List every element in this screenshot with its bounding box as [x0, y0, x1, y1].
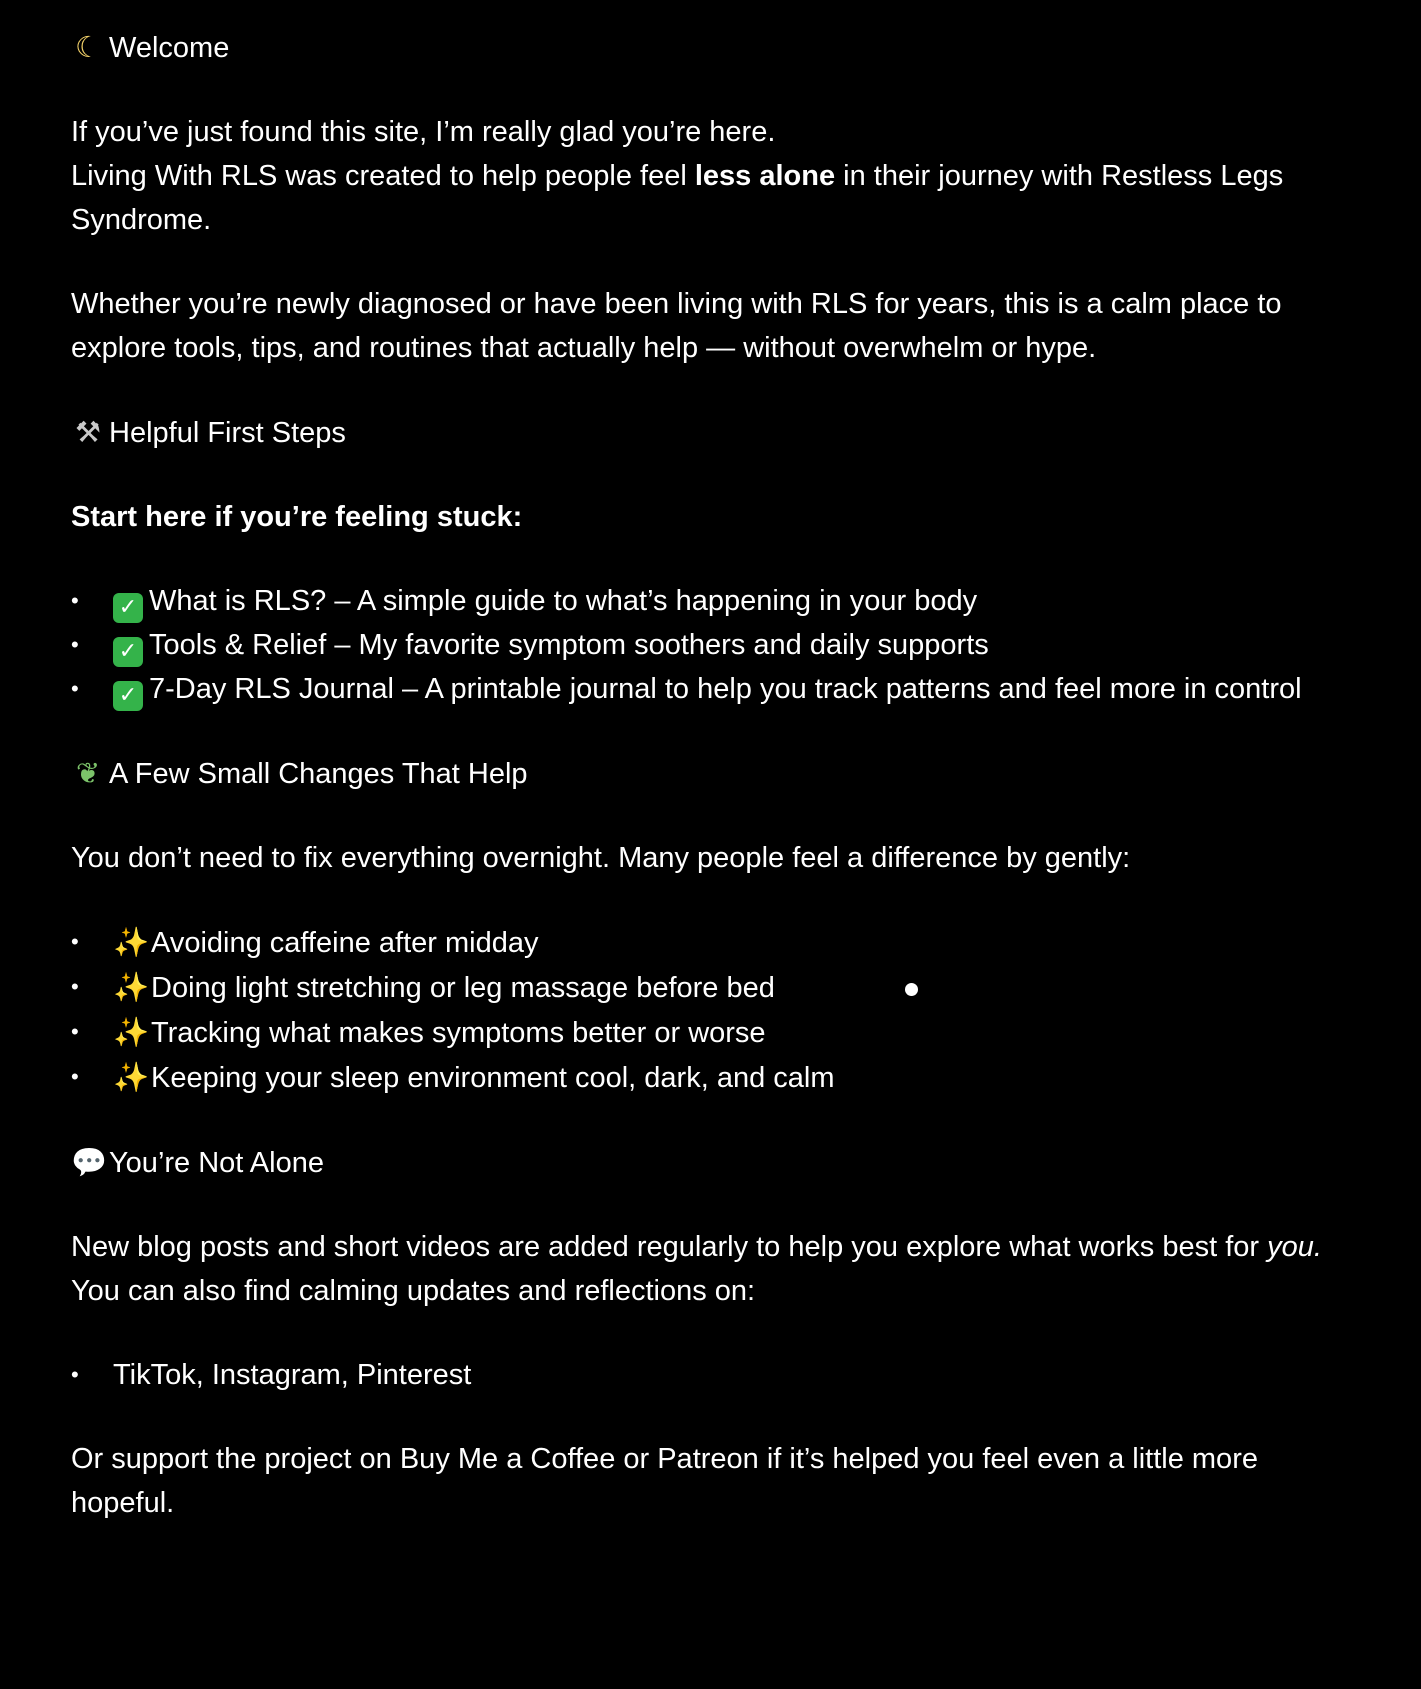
list-item	[71, 1055, 1361, 1100]
intro-line-1: If you’ve just found this site, I’m really glad you’re here.	[71, 116, 776, 148]
first-steps-lead	[71, 495, 1361, 539]
first-steps-lead-text: Start here if you’re feeling stuck:	[71, 501, 523, 533]
herb-leaf-icon: ❦	[75, 756, 101, 790]
list-item-text[interactable]: What is RLS? – A simple guide to what’s happening in your body	[149, 585, 978, 617]
list-item	[71, 965, 1361, 1010]
bullet: •	[71, 1019, 79, 1044]
sparkles-icon: ✨	[113, 1015, 150, 1049]
bullet: •	[71, 1064, 79, 1089]
check-mark-icon: ✓	[113, 637, 143, 667]
calm-place-paragraph: Whether you’re newly diagnosed or have been living with RLS for years, this is a calm place to explore tools, tips, and routines that actually help — without overwhelm or hype.	[71, 288, 1282, 364]
list-item-text: Avoiding caffeine after midday	[151, 927, 539, 959]
welcome-heading	[71, 25, 1361, 70]
list-item	[71, 1010, 1361, 1055]
not-alone-title: You’re Not Alone	[109, 1147, 324, 1179]
list-item-text: Doing light stretching or leg massage before bed	[151, 972, 775, 1004]
not-alone-emphasis: you.	[1267, 1231, 1322, 1263]
speech-bubble-icon: 💬	[71, 1145, 108, 1179]
bullet: •	[71, 676, 79, 701]
small-changes-intro: You don’t need to fix everything overnight. Many people feel a difference by gently:	[71, 842, 1131, 874]
social-links-text[interactable]: TikTok, Instagram, Pinterest	[113, 1359, 472, 1391]
sparkles-icon: ✨	[113, 970, 150, 1004]
cursor-dot	[905, 983, 918, 996]
list-item-text: Tracking what makes symptoms better or worse	[151, 1017, 766, 1049]
sparkles-icon: ✨	[113, 1060, 150, 1094]
not-alone-line-2: You can also find calming updates and reflections on:	[71, 1275, 756, 1307]
list-item-text[interactable]: 7-Day RLS Journal – A printable journal to help you track patterns and feel more in control	[149, 673, 1302, 705]
bullet: •	[71, 1362, 79, 1387]
small-changes-heading	[71, 751, 1361, 796]
crescent-moon-icon: ☾	[75, 30, 101, 64]
bullet: •	[71, 974, 79, 999]
intro-line-2-end: in their journey with Restless Legs Syndrome.	[71, 160, 1284, 236]
page-content	[71, 25, 1361, 1565]
list-item	[71, 920, 1361, 965]
bullet: •	[71, 588, 79, 613]
check-mark-icon: ✓	[113, 593, 143, 623]
first-steps-heading	[71, 410, 1361, 455]
intro-paragraph	[71, 110, 1361, 242]
welcome-title: Welcome	[109, 32, 230, 64]
social-list	[71, 1353, 1361, 1397]
not-alone-heading	[71, 1140, 1361, 1185]
first-steps-title: Helpful First Steps	[109, 417, 346, 449]
not-alone-paragraph	[71, 1225, 1361, 1313]
small-changes-title: A Few Small Changes That Help	[109, 758, 528, 790]
first-steps-list	[71, 579, 1361, 711]
bullet: •	[71, 929, 79, 954]
list-item[interactable]	[71, 667, 1361, 711]
support-paragraph: Or support the project on Buy Me a Coffee or Patreon if it’s helped you feel even a little more hopeful.	[71, 1443, 1258, 1519]
not-alone-text: New blog posts and short videos are added regularly to help you explore what works best for	[71, 1231, 1268, 1263]
small-changes-list	[71, 920, 1361, 1100]
intro-line-2-start: Living With RLS was created to help people feel	[71, 160, 695, 192]
list-item[interactable]	[71, 579, 1361, 623]
check-mark-icon: ✓	[113, 681, 143, 711]
bullet: •	[71, 632, 79, 657]
list-item[interactable]	[71, 1353, 1361, 1397]
intro-emphasis: less alone	[694, 160, 836, 192]
hammer-and-wrench-icon: ⚒	[75, 415, 101, 449]
list-item[interactable]	[71, 623, 1361, 667]
sparkles-icon: ✨	[113, 925, 150, 959]
list-item-text: Keeping your sleep environment cool, dark, and calm	[151, 1062, 835, 1094]
list-item-text[interactable]: Tools & Relief – My favorite symptom soothers and daily supports	[149, 629, 989, 661]
